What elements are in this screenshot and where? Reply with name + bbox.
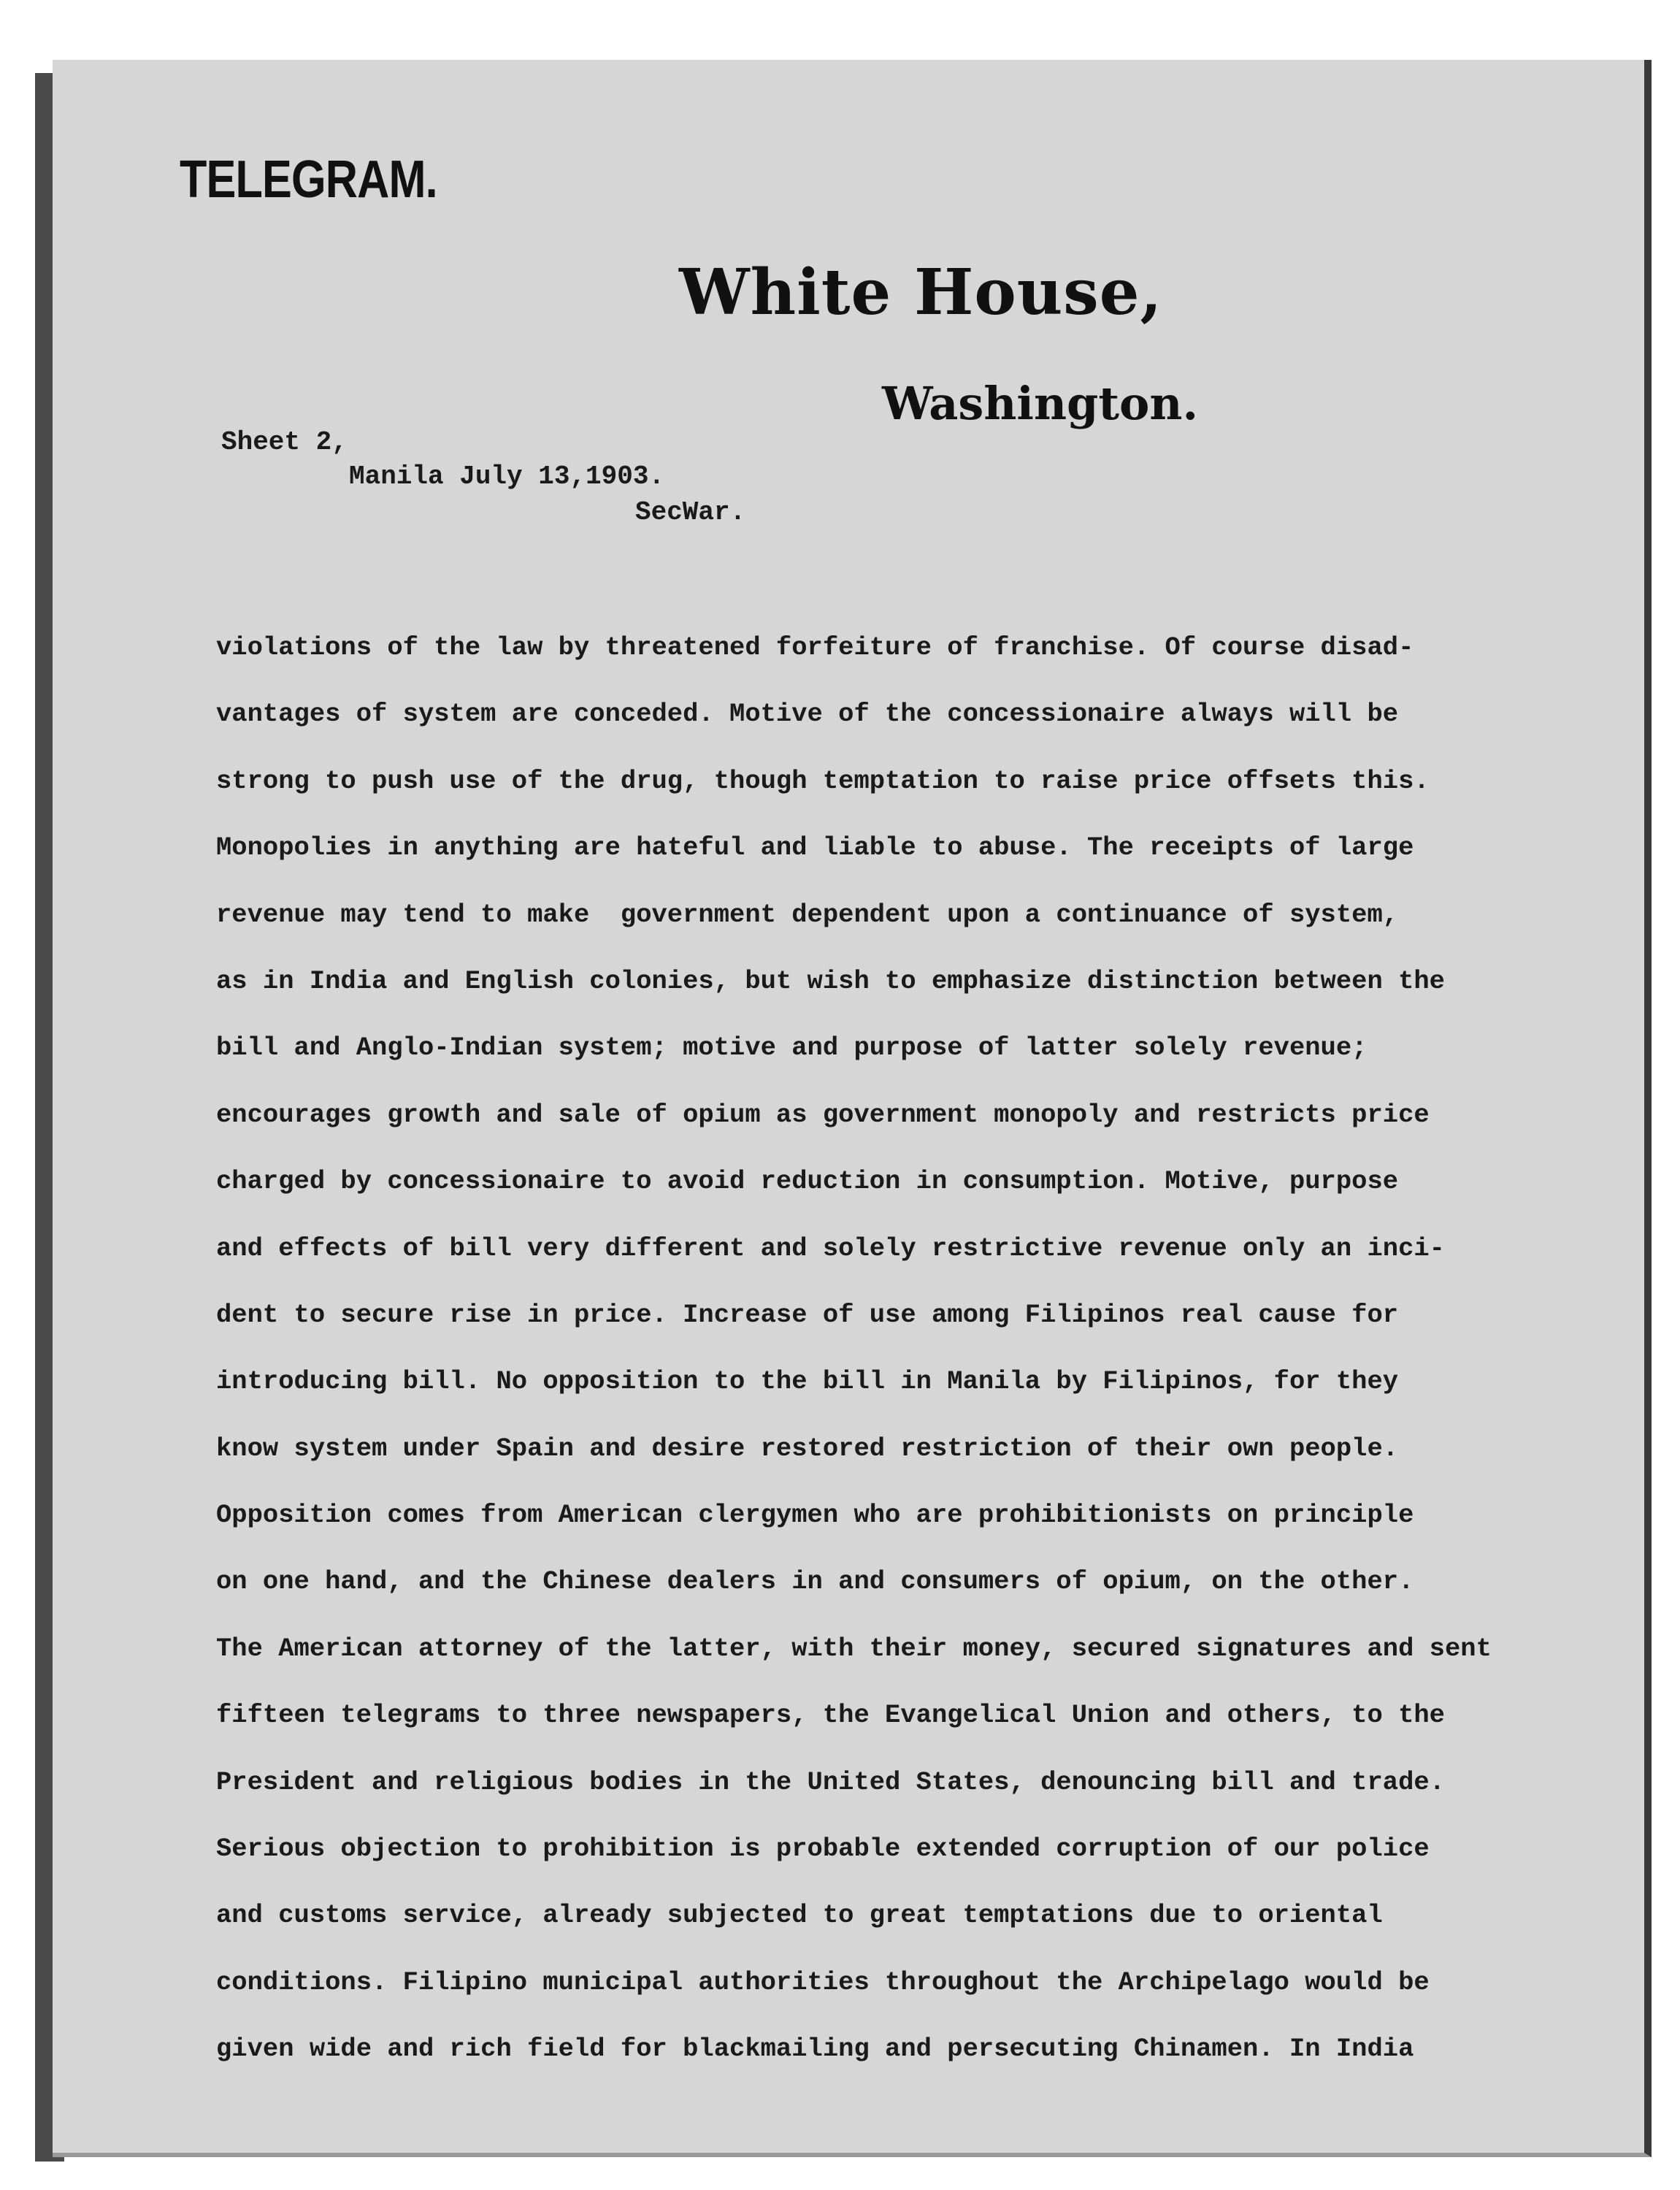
body-line: conditions. Filipino municipal authorities throughout the Archipelago would be	[216, 1967, 1430, 1997]
body-line: and effects of bill very different and solely restrictive revenue only an inci-	[216, 1233, 1445, 1263]
body-line: Serious objection to prohibition is probable extended corruption of our police	[216, 1834, 1430, 1864]
body-line: fifteen telegrams to three newspapers, the Evangelical Union and others, to the	[216, 1700, 1445, 1731]
body-line: given wide and rich field for blackmailing and persecuting Chinamen. In India	[216, 2034, 1414, 2064]
body-line: charged by concessionaire to avoid reduction in consumption. Motive, purpose	[216, 1166, 1399, 1197]
body-line: as in India and English colonies, but wish to emphasize distinction between the	[216, 965, 1445, 996]
telegram-form-label: TELEGRAM.	[180, 150, 437, 209]
body-line: on one hand, and the Chinese dealers in and consumers of opium, on the other.	[216, 1566, 1414, 1597]
body-line: violations of the law by threatened forfeiture of franchise. Of course disad-	[216, 632, 1414, 662]
letterhead-name: White House,	[679, 256, 1163, 329]
body-line: encourages growth and sale of opium as government monopoly and restricts price	[216, 1099, 1430, 1130]
body-line: Monopolies in anything are hateful and liable to abuse. The receipts of large	[216, 832, 1414, 863]
body-line: strong to push use of the drug, though temptation to raise price offsets this.	[216, 765, 1430, 796]
body-line: revenue may tend to make government dependent upon a continuance of system,	[216, 899, 1399, 930]
telegram-body	[216, 629, 1530, 2098]
addressee: SecWar.	[635, 497, 746, 527]
body-line: vantages of system are conceded. Motive of the concessionaire always will be	[216, 699, 1399, 730]
body-line: dent to secure rise in price. Increase of use among Filipinos real cause for	[216, 1299, 1399, 1330]
body-line: President and religious bodies in the United States, denouncing bill and trade.	[216, 1766, 1445, 1797]
letterhead-city: Washington.	[882, 377, 1199, 430]
body-line: Opposition comes from American clergymen who are prohibitionists on principle	[216, 1500, 1414, 1531]
body-line: and customs service, already subjected to great temptations due to oriental	[216, 1900, 1383, 1931]
body-line: know system under Spain and desire restored restriction of their own people.	[216, 1433, 1399, 1463]
place-and-date: Manila July 13,1903.	[349, 462, 665, 491]
sheet-number: Sheet 2,	[221, 427, 348, 457]
body-line: bill and Anglo-Indian system; motive and purpose of latter solely revenue;	[216, 1033, 1368, 1063]
body-line: introducing bill. No opposition to the bill in Manila by Filipinos, for they	[216, 1366, 1399, 1397]
body-line: The American attorney of the latter, with their money, secured signatures and sent	[216, 1633, 1492, 1663]
